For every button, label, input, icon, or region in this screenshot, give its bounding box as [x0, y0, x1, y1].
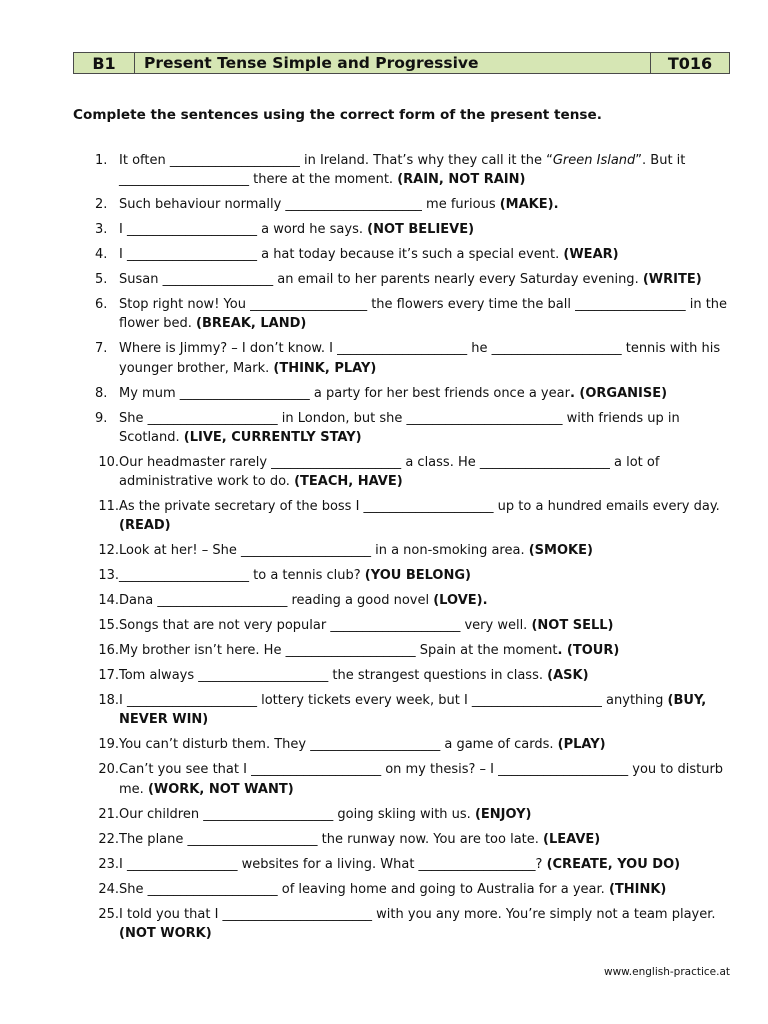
verb-hint: (PLAY): [557, 737, 606, 753]
verb-hint: (NOT BELIEVE): [367, 222, 475, 238]
sentence-part: Our children ____________________ going skiing with us.: [119, 806, 475, 822]
exercise-sentence: [106, 295, 735, 333]
exercise-number: 17.: [98, 668, 119, 684]
verb-hint: (WEAR): [563, 247, 619, 263]
exercise-item: [95, 295, 735, 333]
sentence-part: Look at her! – She ____________________ in a non-smoking area.: [119, 543, 529, 559]
exercise-sentence: [119, 880, 735, 899]
verb-hint: (MAKE).: [499, 197, 559, 213]
exercise-number: 8.: [95, 385, 108, 401]
verb-hint: (BUY, NEVER WIN): [119, 693, 707, 728]
verb-hint: (LOVE).: [433, 593, 488, 609]
instruction-text: Complete the sentences using the correct form of the present tense.: [73, 107, 602, 123]
exercise-number: 15.: [98, 618, 119, 634]
exercise-sentence: [119, 541, 735, 560]
exercise-item: [95, 616, 735, 635]
verb-hint: (ASK): [547, 668, 589, 684]
exercise-number: 9.: [95, 410, 108, 426]
exercise-number: 19.: [98, 737, 119, 753]
exercise-item: [95, 453, 735, 491]
exercise-sentence: [119, 566, 735, 585]
sentence-part: I told you that I _______________________ with you any more. You’re simply not a team player.: [119, 906, 716, 922]
exercise-number: 23.: [98, 856, 119, 872]
sentence-part: Such behaviour normally _____________________ me furious: [119, 197, 500, 213]
exercise-item: [95, 830, 735, 849]
exercise-item: [95, 195, 735, 214]
verb-hint: (NOT SELL): [531, 618, 614, 634]
exercise-number: 1.: [95, 153, 108, 168]
exercise-item: [95, 245, 735, 264]
exercise-item: [95, 409, 735, 447]
exercise-number: 10.: [98, 454, 119, 470]
exercise-sentence: [119, 805, 735, 824]
exercise-number: 2.: [95, 197, 108, 213]
exercise-number: 6.: [95, 297, 108, 313]
exercise-number: 12.: [98, 543, 119, 559]
exercise-item: [95, 641, 735, 660]
level-label: B1: [74, 53, 135, 73]
verb-hint: (LEAVE): [543, 831, 601, 847]
exercise-sentence: [119, 735, 735, 754]
sentence-part: Dana ____________________ reading a good novel: [119, 593, 434, 609]
exercise-sentence: [119, 905, 735, 943]
exercise-number: 21.: [98, 806, 119, 822]
sentence-part: My mum ____________________ a party for her best friends once a year: [119, 385, 570, 401]
exercise-item: [95, 905, 735, 943]
verb-hint: (LIVE, CURRENTLY STAY): [183, 429, 362, 445]
sentence-part: My brother isn’t here. He ____________________ Spain at the moment: [119, 643, 558, 659]
exercise-number: 18.: [98, 693, 119, 709]
verb-hint: (THINK): [608, 881, 667, 897]
sentence-part: The plane ____________________ the runway now. You are too late.: [119, 831, 544, 847]
sentence-part: She ____________________ of leaving home and going to Australia for a year.: [119, 881, 609, 897]
exercise-number: 4.: [95, 247, 108, 263]
sentence-part: I ____________________ lottery tickets every week, but I ____________________ anything: [119, 693, 668, 709]
exercise-number: 7.: [95, 341, 108, 357]
exercise-item: [95, 151, 735, 189]
exercise-item: [95, 384, 735, 403]
verb-hint: (ENJOY): [474, 806, 532, 822]
exercise-sentence: [119, 830, 735, 849]
sentence-part: I ____________________ a hat today because it’s such a special event.: [119, 247, 564, 263]
verb-hint: (THINK, PLAY): [273, 360, 377, 376]
sentence-part: Can’t you see that I ____________________ on my thesis? – I ____________________ you to disturb me.: [119, 762, 724, 797]
exercise-item: [95, 566, 735, 585]
exercise-item: [95, 220, 735, 239]
exercise-item: [95, 880, 735, 899]
exercise-number: 3.: [95, 222, 108, 238]
exercise-item: [95, 760, 735, 798]
exercise-sentence: [106, 409, 735, 447]
sentence-part: Our headmaster rarely ____________________ a class. He ____________________ a lot of administrative work to do.: [119, 454, 660, 490]
sentence-part: Stop right now! You __________________ the flowers every time the ball _________________ in the flower bed.: [119, 297, 728, 332]
sentence-part: ____________________ to a tennis club?: [119, 568, 365, 584]
verb-hint: (WRITE): [642, 272, 702, 288]
exercise-item: [95, 691, 735, 729]
sentence-part: As the private secretary of the boss I ____________________ up to a hundred emails every day.: [119, 499, 720, 515]
exercise-sentence: [106, 245, 735, 264]
verb-hint: . (ORGANISE): [569, 385, 668, 401]
sentence-part: Where is Jimmy? – I don’t know. I ____________________ he ____________________ tennis with his younger brother, Mark.: [119, 341, 721, 376]
sentence-part: Songs that are not very popular ____________________ very well.: [119, 618, 532, 634]
exercise-item: [95, 541, 735, 560]
exercise-sentence: [106, 384, 735, 403]
sentence-part: It often ____________________ in Ireland. That’s why they call it the “: [119, 153, 553, 168]
sentence-part: I _________________ websites for a living. What __________________?: [119, 856, 547, 872]
exercise-number: 14.: [98, 593, 119, 609]
exercise-sentence: [106, 220, 735, 239]
sentence-part: Tom always ____________________ the strangest questions in class.: [119, 668, 548, 684]
exercise-item: [95, 270, 735, 289]
emphasis-text: Green Island: [552, 153, 636, 168]
worksheet-header: [73, 52, 730, 74]
exercise-number: 5.: [95, 272, 108, 288]
exercise-sentence: [119, 591, 735, 610]
verb-hint: (TEACH, HAVE): [294, 474, 403, 490]
exercise-list: [95, 151, 735, 949]
sentence-part: ”. But it ____________________ there at the moment.: [119, 153, 686, 188]
exercise-item: [95, 805, 735, 824]
exercise-sentence: [119, 641, 735, 660]
exercise-number: 13.: [98, 568, 119, 584]
verb-hint: (CREATE, YOU DO): [546, 856, 681, 872]
verb-hint: (YOU BELONG): [364, 568, 471, 584]
exercise-number: 24.: [98, 881, 119, 897]
exercise-item: [95, 339, 735, 377]
verb-hint: (NOT WORK): [119, 925, 212, 941]
exercise-sentence: [119, 497, 735, 535]
verb-hint: (READ): [119, 518, 171, 534]
exercise-number: 11.: [98, 499, 119, 515]
exercise-sentence: [119, 453, 735, 491]
sentence-part: I ____________________ a word he says.: [119, 222, 368, 238]
exercise-number: 25.: [98, 906, 119, 922]
worksheet-code: T016: [650, 53, 729, 73]
sentence-part: You can’t disturb them. They ____________________ a game of cards.: [119, 737, 558, 753]
verb-hint: (SMOKE): [528, 543, 593, 559]
verb-hint: (WORK, NOT WANT): [147, 781, 294, 797]
verb-hint: . (TOUR): [557, 643, 620, 659]
exercise-sentence: [106, 339, 735, 377]
exercise-sentence: [106, 151, 735, 189]
verb-hint: (RAIN, NOT RAIN): [397, 172, 526, 188]
exercise-sentence: [119, 760, 735, 798]
footer-url: www.english-practice.at: [603, 966, 730, 978]
exercise-number: 22.: [98, 831, 119, 847]
exercise-sentence: [106, 195, 735, 214]
worksheet-title: Present Tense Simple and Progressive: [144, 54, 479, 72]
exercise-item: [95, 497, 735, 535]
exercise-item: [95, 855, 735, 874]
exercise-number: 16.: [98, 643, 119, 659]
sentence-part: She ____________________ in London, but she ________________________ with friends up in Scotland.: [119, 410, 680, 445]
exercise-item: [95, 666, 735, 685]
exercise-sentence: [119, 691, 735, 729]
exercise-sentence: [119, 666, 735, 685]
exercise-sentence: [119, 855, 735, 874]
exercise-number: 20.: [98, 762, 119, 778]
exercise-item: [95, 591, 735, 610]
sentence-part: Susan _________________ an email to her parents nearly every Saturday evening.: [119, 272, 643, 288]
exercise-sentence: [106, 270, 735, 289]
verb-hint: (BREAK, LAND): [196, 316, 307, 332]
exercise-item: [95, 735, 735, 754]
exercise-sentence: [119, 616, 735, 635]
